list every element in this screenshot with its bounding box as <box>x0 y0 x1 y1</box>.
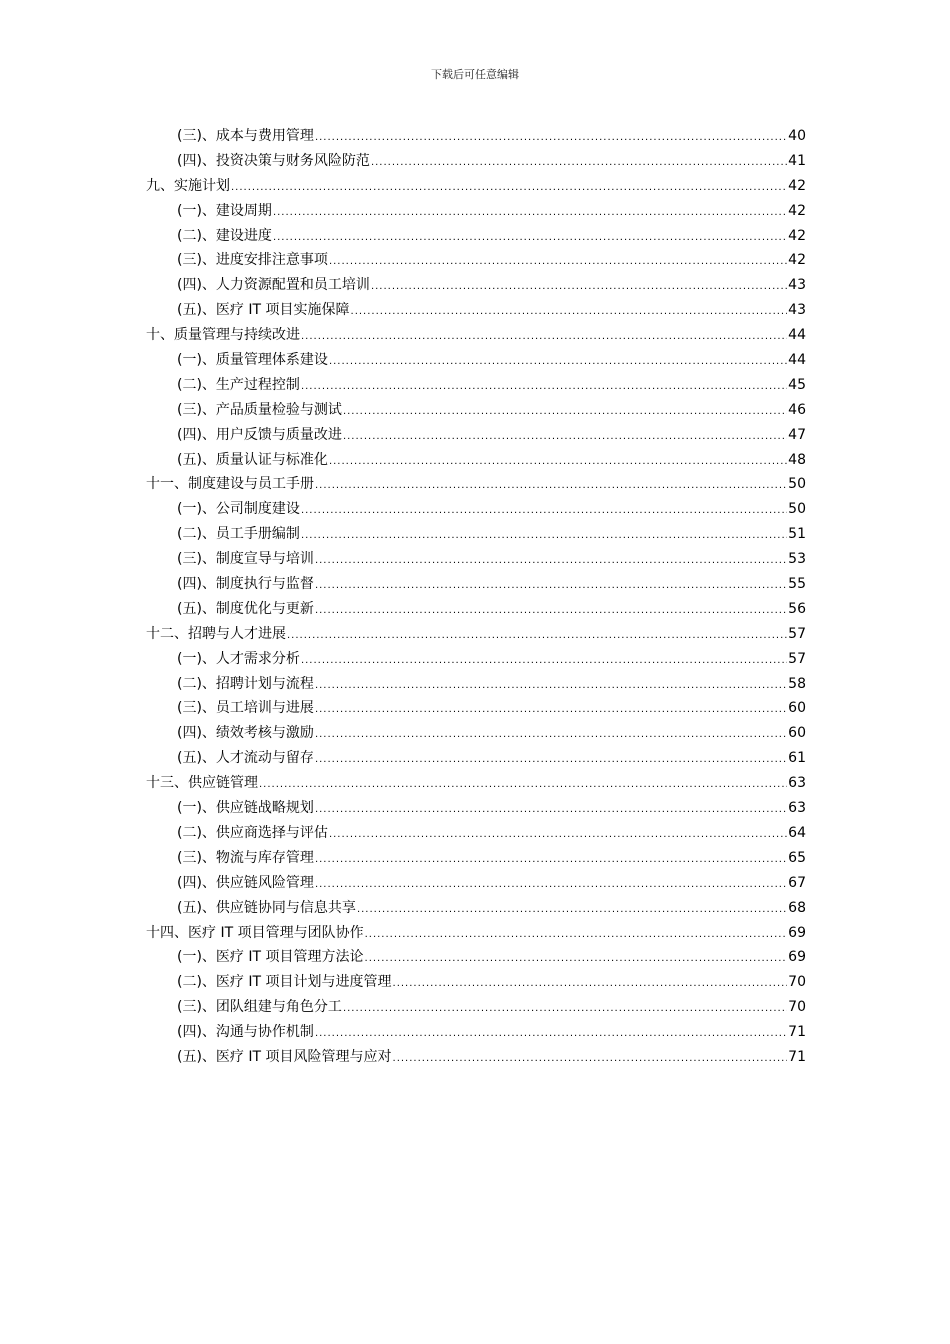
toc-chapter-entry[interactable] <box>146 472 806 497</box>
toc-chapter-entry[interactable] <box>146 174 806 199</box>
toc-entry-label: (一)、供应链战略规划 <box>177 800 314 817</box>
toc-section-entry[interactable] <box>146 149 806 174</box>
toc-entry-label: (一)、质量管理体系建设 <box>177 352 328 369</box>
dot-leader <box>343 425 787 450</box>
dot-leader <box>315 126 787 151</box>
toc-page-number: 51 <box>788 526 806 543</box>
toc-entry-label: (四)、投资决策与财务风险防范 <box>177 152 370 169</box>
toc-page-number: 60 <box>788 725 806 742</box>
dot-leader <box>315 674 787 699</box>
toc-entry-label: (三)、物流与库存管理 <box>177 849 314 866</box>
toc-entry-label: (三)、制度宣导与培训 <box>177 551 314 568</box>
toc-entry-label: 九、实施计划 <box>146 177 230 194</box>
toc-section-entry[interactable] <box>146 995 806 1020</box>
toc-page-number: 68 <box>788 899 806 916</box>
toc-chapter-entry[interactable] <box>146 771 806 796</box>
toc-page-number: 57 <box>788 650 806 667</box>
dot-leader <box>329 823 787 848</box>
toc-page-number: 57 <box>788 625 806 642</box>
toc-page-number: 71 <box>788 1024 806 1041</box>
toc-entry-label: (二)、建设进度 <box>177 227 272 244</box>
dot-leader <box>315 549 787 574</box>
page-header: 下载后可任意编辑 <box>431 68 519 81</box>
toc-page-number: 58 <box>788 675 806 692</box>
toc-section-entry[interactable] <box>146 597 806 622</box>
dot-leader <box>273 226 787 251</box>
toc-entry-label: 十二、招聘与人才进展 <box>146 625 286 642</box>
toc-chapter-entry[interactable] <box>146 921 806 946</box>
dot-leader <box>315 474 787 499</box>
toc-section-entry[interactable] <box>146 547 806 572</box>
toc-page-number: 42 <box>788 202 806 219</box>
toc-page-number: 55 <box>788 576 806 593</box>
toc-entry-label: (五)、制度优化与更新 <box>177 600 314 617</box>
toc-page-number: 61 <box>788 750 806 767</box>
toc-page-number: 64 <box>788 824 806 841</box>
toc-page-number: 63 <box>788 775 806 792</box>
dot-leader <box>329 250 787 275</box>
toc-chapter-entry[interactable] <box>146 323 806 348</box>
toc-entry-label: 十、质量管理与持续改进 <box>146 327 300 344</box>
toc-entry-label: (三)、成本与费用管理 <box>177 128 314 144</box>
toc-entry-label: (四)、沟通与协作机制 <box>177 1024 314 1041</box>
dot-leader <box>343 400 787 425</box>
toc-entry-label: 十四、医疗 IT 项目管理与团队协作 <box>146 924 364 941</box>
toc-entry-label: (五)、质量认证与标准化 <box>177 451 328 468</box>
toc-entry-label: 十一、制度建设与员工手册 <box>146 476 314 493</box>
dot-leader <box>301 649 787 674</box>
toc-page-number: 70 <box>788 999 806 1016</box>
toc-page-number: 43 <box>788 277 806 294</box>
toc-page-number: 42 <box>788 252 806 269</box>
table-of-contents <box>146 124 806 1070</box>
toc-section-entry[interactable] <box>146 199 806 224</box>
toc-section-entry[interactable] <box>146 448 806 473</box>
dot-leader <box>329 450 787 475</box>
dot-leader <box>273 201 787 226</box>
toc-entry-label: (二)、员工手册编制 <box>177 526 300 543</box>
toc-section-entry[interactable] <box>146 945 806 970</box>
toc-section-entry[interactable] <box>146 298 806 323</box>
toc-page-number: 63 <box>788 800 806 817</box>
toc-page-number: 46 <box>788 401 806 418</box>
dot-leader <box>315 574 787 599</box>
dot-leader <box>315 1022 787 1047</box>
toc-section-entry[interactable] <box>146 348 806 373</box>
toc-page-number: 47 <box>788 426 806 443</box>
dot-leader <box>259 773 787 798</box>
toc-entry-label: (一)、人才需求分析 <box>177 650 300 667</box>
toc-section-entry[interactable] <box>146 871 806 896</box>
toc-entry-label: (三)、进度安排注意事项 <box>177 252 328 269</box>
toc-section-entry[interactable] <box>146 497 806 522</box>
toc-entry-label: (三)、员工培训与进展 <box>177 700 314 717</box>
toc-entry-label: (三)、产品质量检验与测试 <box>177 401 342 418</box>
toc-page-number: 53 <box>788 551 806 568</box>
toc-entry-label: (五)、医疗 IT 项目实施保障 <box>177 302 350 319</box>
dot-leader <box>365 947 788 972</box>
toc-entry-label: (四)、制度执行与监督 <box>177 576 314 593</box>
dot-leader <box>351 300 788 325</box>
dot-leader <box>343 997 787 1022</box>
toc-section-entry[interactable] <box>146 572 806 597</box>
dot-leader <box>315 748 787 773</box>
toc-page-number: 41 <box>788 152 806 169</box>
toc-section-entry[interactable] <box>146 696 806 721</box>
dot-leader <box>315 599 787 624</box>
dot-leader <box>315 798 787 823</box>
toc-entry-label: (三)、团队组建与角色分工 <box>177 999 342 1016</box>
dot-leader <box>287 624 787 649</box>
toc-entry-label: (二)、供应商选择与评估 <box>177 824 328 841</box>
toc-section-entry[interactable] <box>146 224 806 249</box>
toc-entry-label: (一)、医疗 IT 项目管理方法论 <box>177 949 364 966</box>
dot-leader <box>393 1047 788 1072</box>
dot-leader <box>301 499 787 524</box>
dot-leader <box>315 873 787 898</box>
toc-section-entry[interactable] <box>146 1020 806 1045</box>
toc-entry-label: 十三、供应链管理 <box>146 775 258 792</box>
toc-section-entry[interactable] <box>146 970 806 995</box>
toc-page-number: 42 <box>788 177 806 194</box>
toc-page-number: 45 <box>788 376 806 393</box>
toc-section-entry[interactable] <box>146 672 806 697</box>
toc-page-number: 48 <box>788 451 806 468</box>
dot-leader <box>315 698 787 723</box>
toc-page-number: 40 <box>788 128 806 144</box>
dot-leader <box>393 972 788 997</box>
dot-leader <box>365 923 788 948</box>
toc-page-number: 65 <box>788 849 806 866</box>
toc-page-number: 50 <box>788 476 806 493</box>
dot-leader <box>301 325 787 350</box>
toc-page-number: 50 <box>788 501 806 518</box>
toc-section-entry[interactable] <box>146 1045 806 1070</box>
toc-section-entry[interactable] <box>146 647 806 672</box>
toc-page-number: 69 <box>788 949 806 966</box>
toc-entry-label: (二)、生产过程控制 <box>177 376 300 393</box>
toc-section-entry[interactable] <box>146 746 806 771</box>
toc-section-entry[interactable] <box>146 423 806 448</box>
toc-section-entry[interactable] <box>146 373 806 398</box>
toc-page-number: 70 <box>788 974 806 991</box>
toc-entry-label: (二)、招聘计划与流程 <box>177 675 314 692</box>
dot-leader <box>231 176 787 201</box>
toc-section-entry[interactable] <box>146 846 806 871</box>
toc-page-number: 60 <box>788 700 806 717</box>
toc-entry-label: (一)、公司制度建设 <box>177 501 300 518</box>
toc-page-number: 43 <box>788 302 806 319</box>
toc-section-entry[interactable] <box>146 796 806 821</box>
toc-entry-label: (五)、医疗 IT 项目风险管理与应对 <box>177 1048 392 1065</box>
dot-leader <box>371 275 787 300</box>
toc-entry-label: (四)、供应链风险管理 <box>177 874 314 891</box>
toc-entry-label: (四)、人力资源配置和员工培训 <box>177 277 370 294</box>
dot-leader <box>315 723 787 748</box>
toc-entry-label: (四)、用户反馈与质量改进 <box>177 426 342 443</box>
dot-leader <box>371 151 787 176</box>
toc-page-number: 44 <box>788 327 806 344</box>
toc-entry-label: (五)、人才流动与留存 <box>177 750 314 767</box>
toc-page-number: 42 <box>788 227 806 244</box>
dot-leader <box>357 898 787 923</box>
toc-chapter-entry[interactable] <box>146 622 806 647</box>
toc-section-entry[interactable] <box>146 248 806 273</box>
toc-entry-label: (五)、供应链协同与信息共享 <box>177 899 356 916</box>
toc-page-number: 56 <box>788 600 806 617</box>
toc-page-number: 71 <box>788 1048 806 1065</box>
toc-entry-label: (一)、建设周期 <box>177 202 272 219</box>
dot-leader <box>301 375 787 400</box>
toc-entry-label: (二)、医疗 IT 项目计划与进度管理 <box>177 974 392 991</box>
toc-section-entry[interactable] <box>146 821 806 846</box>
toc-section-entry[interactable] <box>146 896 806 921</box>
toc-section-entry[interactable] <box>146 398 806 423</box>
dot-leader <box>301 524 787 549</box>
dot-leader <box>329 350 787 375</box>
toc-page-number: 44 <box>788 352 806 369</box>
toc-page-number: 69 <box>788 924 806 941</box>
toc-section-entry[interactable] <box>146 273 806 298</box>
toc-entry-label: (四)、绩效考核与激励 <box>177 725 314 742</box>
toc-section-entry[interactable] <box>146 124 806 149</box>
dot-leader <box>315 848 787 873</box>
toc-section-entry[interactable] <box>146 522 806 547</box>
toc-section-entry[interactable] <box>146 721 806 746</box>
toc-page-number: 67 <box>788 874 806 891</box>
